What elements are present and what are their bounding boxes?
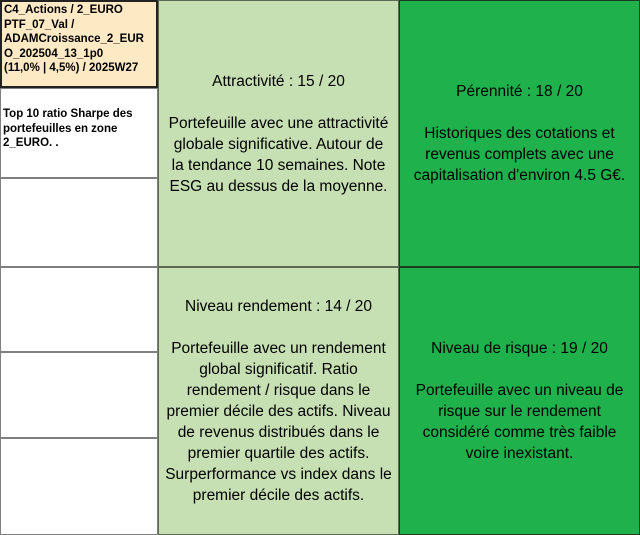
attractivite-text-line: globale significative. Autour de <box>173 135 384 153</box>
rendement-text-line: premier décile des actifs. Niveau <box>166 403 391 420</box>
portfolio-header-cell <box>0 0 158 88</box>
header-line: (11,0% | 4,5%) / 2025W27 <box>4 62 139 74</box>
rendement-text-line: rendement / risque dans le <box>186 382 371 399</box>
perennite-text-line: capitalisation d'environ 4.5 G€. <box>413 167 626 184</box>
rendement-text-line: Surperformance vs index dans le <box>165 466 392 483</box>
rendement-text-line: premier décile des actifs. <box>192 487 365 504</box>
header-line: O_202504_13_1p0 <box>4 47 104 60</box>
risque-cell <box>399 267 640 535</box>
header-line: ADAMCroissance_2_EUR <box>4 33 144 45</box>
perennite-text-line: Historiques des cotations et <box>424 125 615 142</box>
perennite-title: Pérennité : 18 / 20 <box>456 83 583 100</box>
empty-cell <box>0 178 158 267</box>
rendement-text-line: Portefeuille avec un rendement <box>171 340 386 357</box>
rendement-cell <box>158 267 399 535</box>
attractivite-text-line: ESG au dessus de la moyenne. <box>169 177 388 195</box>
attractivite-text-line: Portefeuille avec une attractivité <box>168 114 389 132</box>
risque-title: Niveau de risque : 19 / 20 <box>431 340 608 357</box>
header-line: C4_Actions / 2_EURO <box>4 4 123 16</box>
risque-text-line: Portefeuille avec un niveau de <box>415 382 624 399</box>
description-line: portefeuilles en zone <box>3 122 118 135</box>
rendement-text-line: global significatif. Ratio <box>199 361 358 378</box>
empty-cell <box>0 438 158 535</box>
perennite-text-line: revenus complets avec une <box>425 146 614 163</box>
perennite-cell <box>399 0 640 267</box>
risque-text-line: voire inexistant. <box>465 445 574 462</box>
attractivite-title: Attractivité : 15 / 20 <box>212 72 345 90</box>
empty-cell <box>0 352 158 438</box>
rendement-title: Niveau rendement : 14 / 20 <box>185 298 372 315</box>
description-line: 2_EURO. . <box>3 137 59 149</box>
empty-cell <box>0 267 158 352</box>
description-line: Top 10 ratio Sharpe des <box>3 108 133 120</box>
risque-text-line: risque sur le rendement <box>438 403 601 420</box>
portfolio-description-cell <box>0 88 158 178</box>
risque-text-line: considéré comme très faible <box>422 424 617 441</box>
rendement-text-line: premier quartile des actifs. <box>187 445 370 462</box>
rendement-text-line: de revenus distribués dans le <box>177 424 380 441</box>
header-line: PTF_07_Val / <box>4 18 75 31</box>
attractivite-text-line: la tendance 10 semaines. Note <box>171 156 386 174</box>
attractivite-cell <box>158 0 399 267</box>
